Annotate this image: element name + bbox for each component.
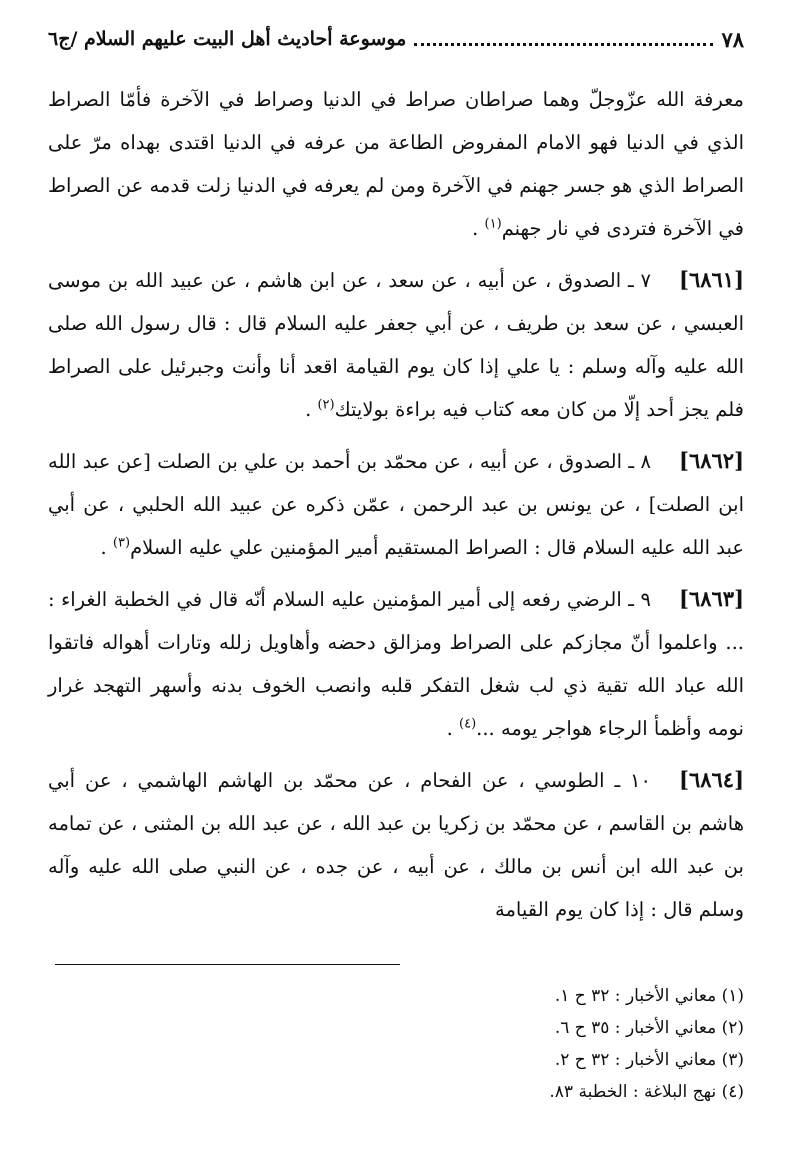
hadith-6861 <box>48 258 744 431</box>
hadith-number: [٦٨٦٢] <box>679 448 744 473</box>
page-number: ٧٨ <box>721 26 744 52</box>
footnote-ref: (٢) <box>317 397 335 413</box>
footnote-3: (٣) معاني الأخبار : ٣٢ ح ٢. <box>554 1050 744 1070</box>
intro-end: . <box>472 217 485 240</box>
hadith-text: ٧ ـ الصدوق ، عن أبيه ، عن سعد ، عن ابن هاشم ، عن عبيد الله بن موسى العبسي ، عن سعد بن طريف ، عن أبي جعفر عليه السلام قال : قال رسول الله صلى الله عليه وآله وسلم : يا علي إذا كان يوم القيامة اقعد أنا وأنت وجبرئيل على الصراط فلم يجز أحد إلّا من كان معه كتاب فيه براءة بولايتك <box>48 269 744 421</box>
hadith-end: . <box>100 536 113 559</box>
main-text <box>48 78 744 939</box>
intro-paragraph <box>48 78 744 250</box>
header-dot-leader <box>414 43 713 46</box>
footnote-4: (٤) نهج البلاغة : الخطبة ٨٣. <box>549 1082 744 1102</box>
hadith-text: ٩ ـ الرضي رفعه إلى أمير المؤمنين عليه السلام أنّه قال في الخطبة الغراء : ... واعلموا أنّ مجازكم على الصراط ومزالق دحضه وأهاويل زلله وتارات أهواله فاتقوا الله عباد الله تقية ذي لب شغل التفكر قلبه وانصب الخوف بدنه وأسهر التهجد غرار نومه وأظمأ الرجاء هواجر يومه ... <box>48 588 744 740</box>
footnote-ref: (١) <box>484 216 502 232</box>
hadith-text: ١٠ ـ الطوسي ، عن الفحام ، عن محمّد بن الهاشم الهاشمي ، عن أبي هاشم بن القاسم ، عن محمّد بن زكريا بن عبد الله ، عن عبد الله بن المثنى ، عن تمامه بن عبد الله ابن أنس بن مالك ، عن أبيه ، عن جده ، عن النبي صلى الله عليه وآله وسلم قال : إذا كان يوم القيامة <box>48 769 744 921</box>
running-header <box>48 22 744 56</box>
footnote-2: (٢) معاني الأخبار : ٣٥ ح ٦. <box>554 1018 744 1038</box>
running-title: موسوعة أحاديث أهل البيت عليهم السلام /ج٦ <box>48 28 407 50</box>
footnotes <box>400 980 744 1108</box>
hadith-end: . <box>446 717 460 740</box>
hadith-6864 <box>48 758 744 931</box>
hadith-6863 <box>48 577 744 750</box>
footnote-1: (١) معاني الأخبار : ٣٢ ح ١. <box>554 986 744 1006</box>
footnote-ref: (٤) <box>459 716 477 732</box>
hadith-end: . <box>305 398 318 421</box>
hadith-number: [٦٨٦٣] <box>679 586 744 611</box>
hadith-number: [٦٨٦٤] <box>679 767 744 792</box>
hadith-number: [٦٨٦١] <box>679 267 744 292</box>
intro-text: معرفة الله عزّوجلّ وهما صراطان صراط في الدنيا وصراط في الآخرة فأمّا الصراط الذي في الدنيا فهو الامام المفروض الطاعة من عرفه في الدنيا اقتدى بهداه مرّ على الصراط الذي هو جسر جهنم في الآخرة ومن لم يعرفه في الدنيا زلت قدمه عن الصراط في الآخرة فتردى في نار جهنم <box>48 88 744 240</box>
hadith-text: ٨ ـ الصدوق ، عن أبيه ، عن محمّد بن أحمد بن علي بن الصلت [عن عبد الله ابن الصلت] ، عن يونس بن عبد الرحمن ، عمّن ذكره عن عبيد الله الحلبي ، عن أبي عبد الله عليه السلام قال : الصراط المستقيم أمير المؤمنين علي عليه السلام <box>48 450 744 559</box>
footnote-separator <box>55 964 400 965</box>
hadith-6862 <box>48 439 744 569</box>
footnote-ref: (٣) <box>112 535 131 551</box>
